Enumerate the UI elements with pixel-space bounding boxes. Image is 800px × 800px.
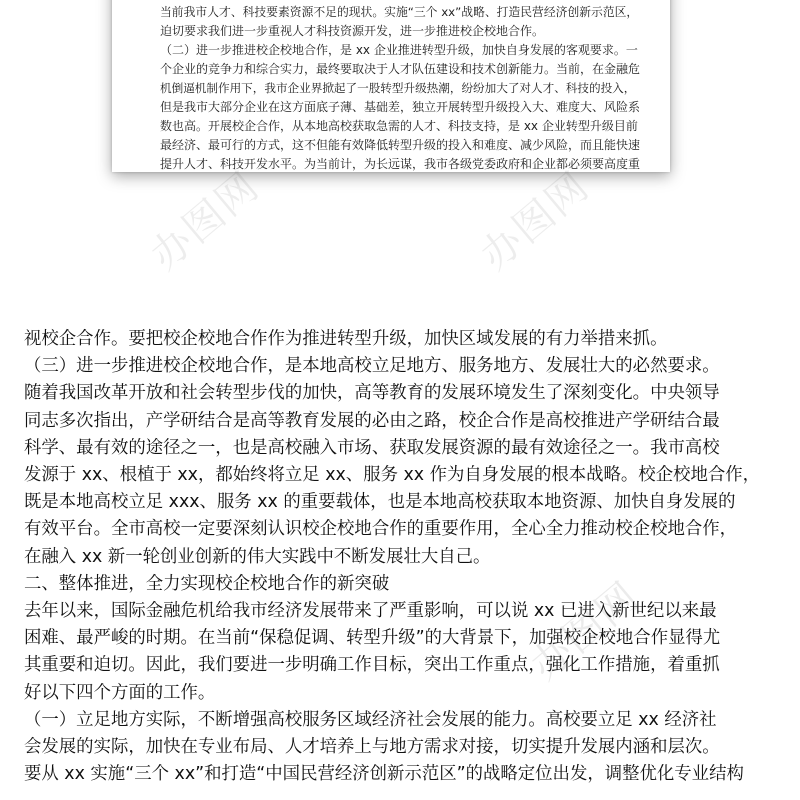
- body-line: 要从 xx 实施“三个 xx”和打造“中国民营经济创新示范区”的战略定位出发，调整优化专业结构: [24, 764, 744, 785]
- preview-line: 当前我市人才、科技要素资源不足的现状。实施“三个 xx”战略、打造民营经济创新示范区，: [160, 5, 639, 19]
- body-line: 视校企合作。要把校企校地合作作为推进转型升级，加快区域发展的有力举措来抓。: [24, 329, 668, 349]
- preview-text-block: [160, 0, 642, 172]
- body-line: 既是本地高校立足 xxx、服务 xx 的重要载体，也是本地高校获取本地资源、加快自身发展的: [24, 492, 736, 513]
- body-line: 其重要和迫切。因此，我们要进一步明确工作目标，突出工作重点，强化工作措施，着重抓: [24, 655, 720, 676]
- body-line: 在融入 xx 新一轮创业创新的伟大实践中不断发展壮大自己。: [24, 546, 491, 567]
- preview-line: 提升人才、科技开发水平。为当前计，为长远谋，我市各级党委政府和企业都必须要高度重: [160, 157, 641, 171]
- preview-line: 迫切要求我们进一步重视人才科技资源开发，进一步推进校企校地合作。: [160, 24, 545, 38]
- body-line: 科学、最有效的途径之一，也是高校融入市场、获取发展资源的最有效途径之一。我市高校: [24, 437, 720, 458]
- body-line: 有效平台。全市高校一定要深刻认识校企校地合作的重要作用，全心全力推动校企校地合作，: [24, 519, 738, 540]
- preview-line: 数也高。开展校企合作，从本地高校获取急需的人才、科技支持，是 xx 企业转型升级目前: [160, 119, 638, 133]
- section-heading: 二、整体推进，全力实现校企校地合作的新突破: [24, 573, 390, 594]
- preview-line: （二）进一步推进校企校地合作，是 xx 企业推进转型升级，加快自身发展的客观要求。一: [160, 43, 638, 57]
- body-line: 同志多次指出，产学研结合是高等教育发展的必由之路，校企合作是高校推进产学研结合最: [24, 410, 720, 431]
- body-line: 去年以来，国际金融危机给我市经济发展带来了严重影响，可以说 xx 已进入新世纪以来最: [24, 601, 717, 622]
- preview-line: 机倒逼机制作用下，我市企业界掀起了一股转型升级热潮，纷纷加大了对人才、科技的投入，: [160, 81, 636, 95]
- body-line: （一）立足地方实际，不断增强高校服务区域经济社会发展的能力。高校要立足 xx 经济社: [24, 709, 717, 730]
- body-line: （三）进一步推进校企校地合作，是本地高校立足地方、服务地方、发展壮大的必然要求。: [24, 356, 720, 377]
- document-body: [24, 326, 776, 788]
- body-line: 困难、最严峻的时期。在当前“保稳促调、转型升级”的大背景下，加强校企校地合作显得尤: [24, 628, 721, 649]
- document-preview-card: [112, 0, 670, 172]
- watermark: 办图网: [522, 573, 649, 690]
- body-line: 会发展的实际，加快在专业布局、人才培养上与地方需求对接，切实提升发展内涵和层次。: [24, 737, 720, 758]
- preview-line: 但是我市大部分企业在这方面底子薄、基础差，独立开展转型升级投入大、难度大、风险系: [160, 100, 641, 114]
- preview-line: 最经济、最可行的方式，这不但能有效降低转型升级的投入和难度、减少风险，而且能快速: [160, 138, 641, 152]
- preview-line: 个企业的竞争力和综合实力，最终要取决于人才队伍建设和技术创新能力。当前，在金融危: [160, 62, 641, 76]
- watermark: 办图网: [472, 163, 599, 280]
- body-line: 发源于 xx、根植于 xx，都始终将立足 xx、服务 xx 作为自身发展的根本战略。校企校地合作，: [24, 465, 761, 486]
- watermark: 办图网: [142, 163, 269, 280]
- body-line: 好以下四个方面的工作。: [24, 682, 216, 703]
- body-line: 随着我国改革开放和社会转型步伐的加快，高等教育的发展环境发生了深刻变化。中央领导: [24, 383, 720, 404]
